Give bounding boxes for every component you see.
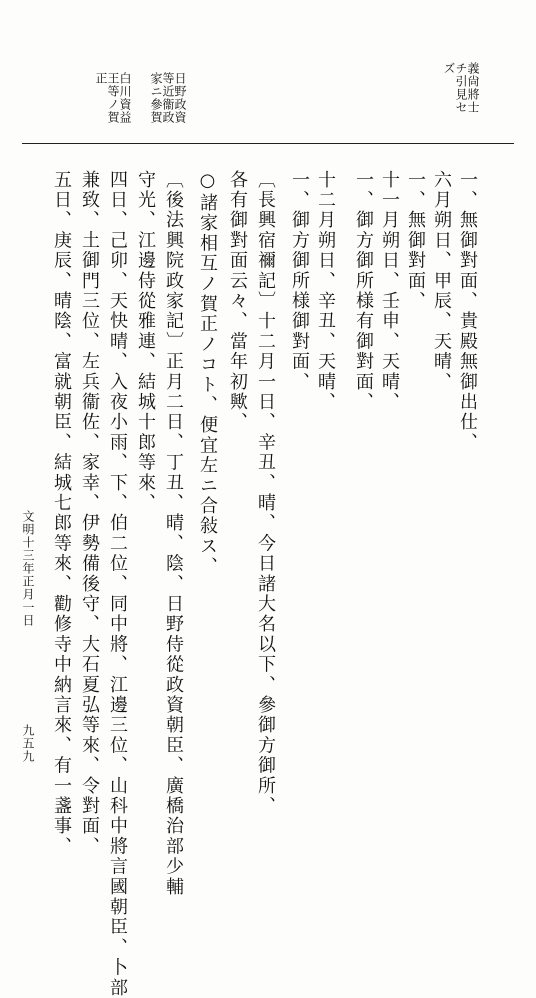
text-column-11: 〔後法興院政家記〕正月二日、丁丑、晴、陰、日野侍從政資朝臣、廣橋治部少輔 xyxy=(163,170,184,898)
text-column-4: 十一月朔日、壬申、天晴、 xyxy=(379,170,400,413)
header-note-center: 日野政資 等近衞政 家ニ參賀 xyxy=(149,72,187,124)
header-rule xyxy=(22,143,514,144)
text-column-10: ○諸家相互ノ賀正ノコト、便宜左ニ合敍ス、 xyxy=(197,170,218,577)
text-column-14: 兼致、土御門三位、左兵衞佐、家幸、伊勢備後守、大石夏弘等來、令對面、 xyxy=(79,170,100,857)
text-column-2: 六月朔日、甲辰、天晴、 xyxy=(431,170,452,393)
text-column-7: 一、御方御所様御對面、 xyxy=(289,170,310,393)
text-column-9: 各有御對面云々、當年初歟、 xyxy=(227,170,248,433)
page-number: 九五九 xyxy=(21,724,35,763)
text-column-8: 〔長興宿禰記〕十二月一日、辛丑、晴、今日諸大名以下、參御方御所、 xyxy=(255,170,276,817)
header-note-left: 白川資益 王等ノ賀 正 xyxy=(94,72,132,124)
header-note-right: 義尙將士 チ引見セ ズ xyxy=(442,62,480,114)
running-footer-date: 文明十三年正月一日 xyxy=(21,510,35,627)
text-column-6: 十二月朔日、辛丑、天晴、 xyxy=(315,170,336,413)
text-column-12: 守光、江邊侍從雅連、結城十郎等來、 xyxy=(135,170,156,514)
text-column-1: 一、無御對面、貴殿無御出仕、 xyxy=(457,170,478,453)
text-column-15: 五日、庚辰、晴陰、富就朝臣、結城七郎等來、勸修寺中納言來、有一盞事、 xyxy=(51,170,72,857)
text-column-13: 四日、己卯、天快晴、入夜小雨、下、伯二位、同中將、江邊三位、山科中將言國朝臣、卜部 xyxy=(107,170,128,998)
text-column-5: 一、御方御所様有御對面、 xyxy=(353,170,374,413)
text-column-3: 一、無御對面、 xyxy=(405,170,426,312)
